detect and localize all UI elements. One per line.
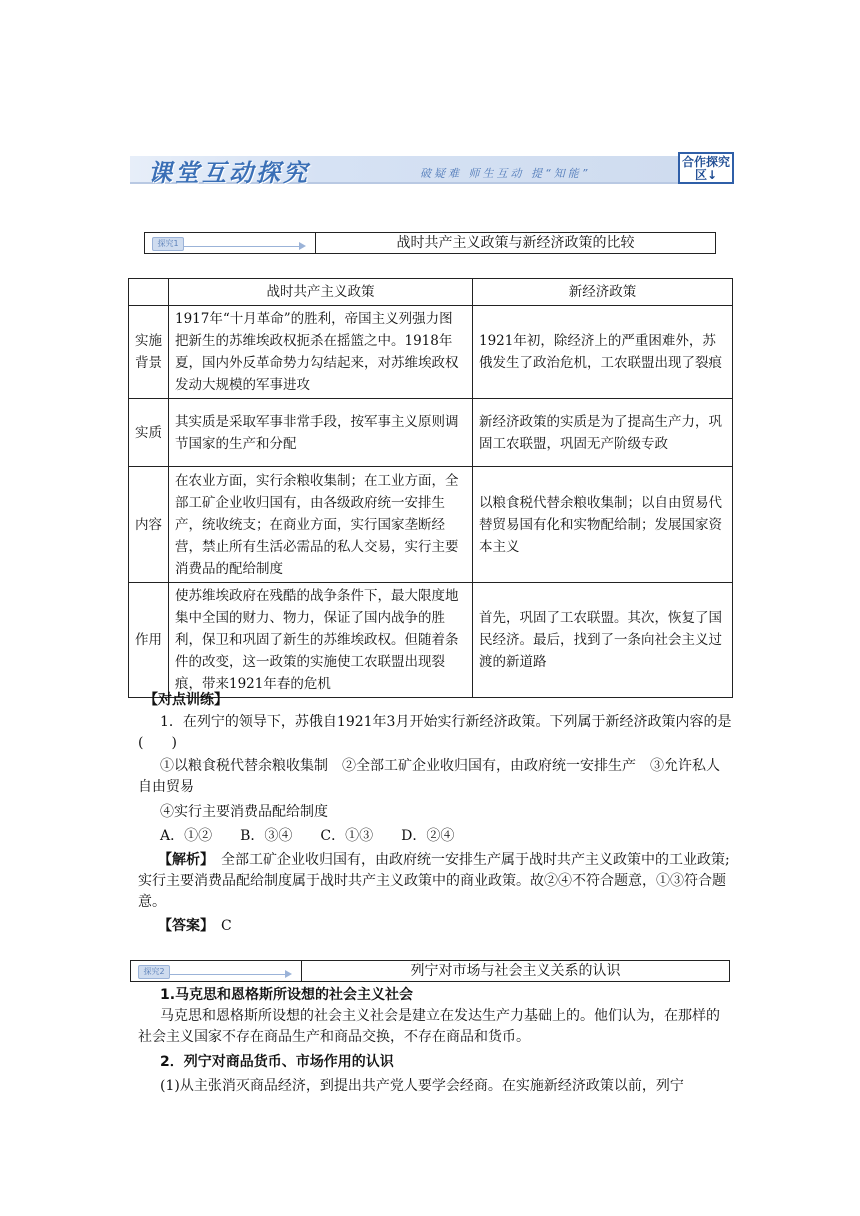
table-row bbox=[129, 583, 733, 698]
section2-tag-label: 探究2 bbox=[138, 965, 170, 979]
table-header-cell: 战时共产主义政策 bbox=[169, 279, 473, 306]
table-row bbox=[129, 306, 733, 399]
banner-badge: 合作探究区↓ bbox=[678, 152, 734, 184]
practice-options: ①以粮食税代替余粮收集制 ②全部工矿企业收归国有，由政府统一安排生产 ③允许私人自由贸易 bbox=[138, 758, 720, 795]
row-label: 作用 bbox=[129, 583, 169, 698]
practice-heading: 【对点训练】 bbox=[144, 692, 228, 708]
arrow-right-icon bbox=[285, 970, 292, 978]
practice-question: 1．在列宁的领导下，苏俄自1921年3月开始实行新经济政策。下列属于新经济政策内容的是( ) bbox=[138, 714, 732, 751]
table-header-row bbox=[129, 279, 733, 306]
banner-slogan: 破疑难 师生互动 提“知能” bbox=[420, 167, 591, 180]
section2-title: 列宁对市场与社会主义关系的认识 bbox=[410, 963, 621, 979]
part2-paragraph-1: 马克思和恩格斯所设想的社会主义社会是建立在发达生产力基础上的。他们认为，在那样的社会主义国家不存在商品生产和商品交换，不存在商品和货币。 bbox=[138, 1008, 720, 1045]
table-cell: 以粮食税代替余粮收集制；以自由贸易代替贸易国有化和实物配给制；发展国家资本主义 bbox=[473, 467, 733, 583]
practice-choices: A．①② B．③④ C．①③ D．②④ bbox=[160, 828, 455, 844]
row-label: 内容 bbox=[129, 467, 169, 583]
section1-title: 战时共产主义政策与新经济政策的比较 bbox=[396, 235, 635, 251]
tag-line bbox=[183, 246, 301, 247]
section1-bar bbox=[144, 232, 716, 254]
practice-options-2: ④实行主要消费品配给制度 bbox=[160, 804, 328, 820]
tag-line bbox=[169, 974, 287, 975]
section1-tag bbox=[145, 233, 316, 253]
practice-analysis bbox=[138, 850, 732, 913]
practice-answer bbox=[138, 916, 732, 937]
table-cell: 在农业方面，实行余粮收集制；在工业方面，全部工矿企业收归国有，由各级政府统一安排生产，统收统支；在商业方面，实行国家垄断经营，禁止所有生活必需品的私人交易，实行主要消费品的配给制度 bbox=[169, 467, 473, 583]
part2-heading-1: 1.马克思和恩格斯所设想的社会主义社会 bbox=[160, 987, 414, 1003]
part2-paragraph-2: (1)从主张消灭商品经济，到提出共产党人要学会经商。在实施新经济政策以前，列宁 bbox=[160, 1078, 684, 1094]
analysis-label: 【解析】 bbox=[158, 852, 207, 868]
table-cell: 首先，巩固了工农联盟。其次，恢复了国民经济。最后，找到了一条向社会主义过渡的新道路 bbox=[473, 583, 733, 698]
table-row bbox=[129, 399, 733, 467]
table-cell: 使苏维埃政府在残酷的战争条件下，最大限度地集中全国的财力、物力，保证了国内战争的胜利，保卫和巩固了新生的苏维埃政权。但随着条件的改变，这一政策的实施使工农联盟出现裂痕，带来1921年春的危机 bbox=[169, 583, 473, 698]
answer-text: C bbox=[221, 918, 232, 934]
banner-title: 课堂互动探究 bbox=[148, 159, 310, 187]
table-cell: 1917年“十月革命”的胜利，帝国主义列强力图把新生的苏维埃政权扼杀在摇篮之中。1918年夏，国内外反革命势力勾结起来，对苏维埃政权发动大规模的军事进攻 bbox=[169, 306, 473, 399]
table-header-cell bbox=[129, 279, 169, 306]
row-label: 实施背景 bbox=[129, 306, 169, 399]
part2-heading-2: 2．列宁对商品货币、市场作用的认识 bbox=[160, 1054, 394, 1070]
answer-label: 【答案】 bbox=[158, 918, 207, 934]
table-cell: 其实质是采取军事非常手段，按军事主义原则调节国家的生产和分配 bbox=[169, 399, 473, 467]
analysis-text: 全部工矿企业收归国有，由政府统一安排生产属于战时共产主义政策中的工业政策;实行主要消费品配给制度属于战时共产主义政策中的商业政策。故②④不符合题意，①③符合题意。 bbox=[138, 852, 730, 910]
arrow-right-icon bbox=[299, 242, 306, 250]
section-banner bbox=[130, 150, 736, 186]
table-header-cell: 新经济政策 bbox=[473, 279, 733, 306]
table-cell: 新经济政策的实质是为了提高生产力，巩固工农联盟，巩固无产阶级专政 bbox=[473, 399, 733, 467]
row-label: 实质 bbox=[129, 399, 169, 467]
table-cell: 1921年初，除经济上的严重困难外，苏俄发生了政治危机，工农联盟出现了裂痕 bbox=[473, 306, 733, 399]
section2-bar bbox=[130, 960, 730, 982]
comparison-table bbox=[128, 278, 733, 698]
table-row bbox=[129, 467, 733, 583]
section2-tag bbox=[131, 961, 302, 981]
section1-tag-label: 探究1 bbox=[152, 237, 184, 251]
